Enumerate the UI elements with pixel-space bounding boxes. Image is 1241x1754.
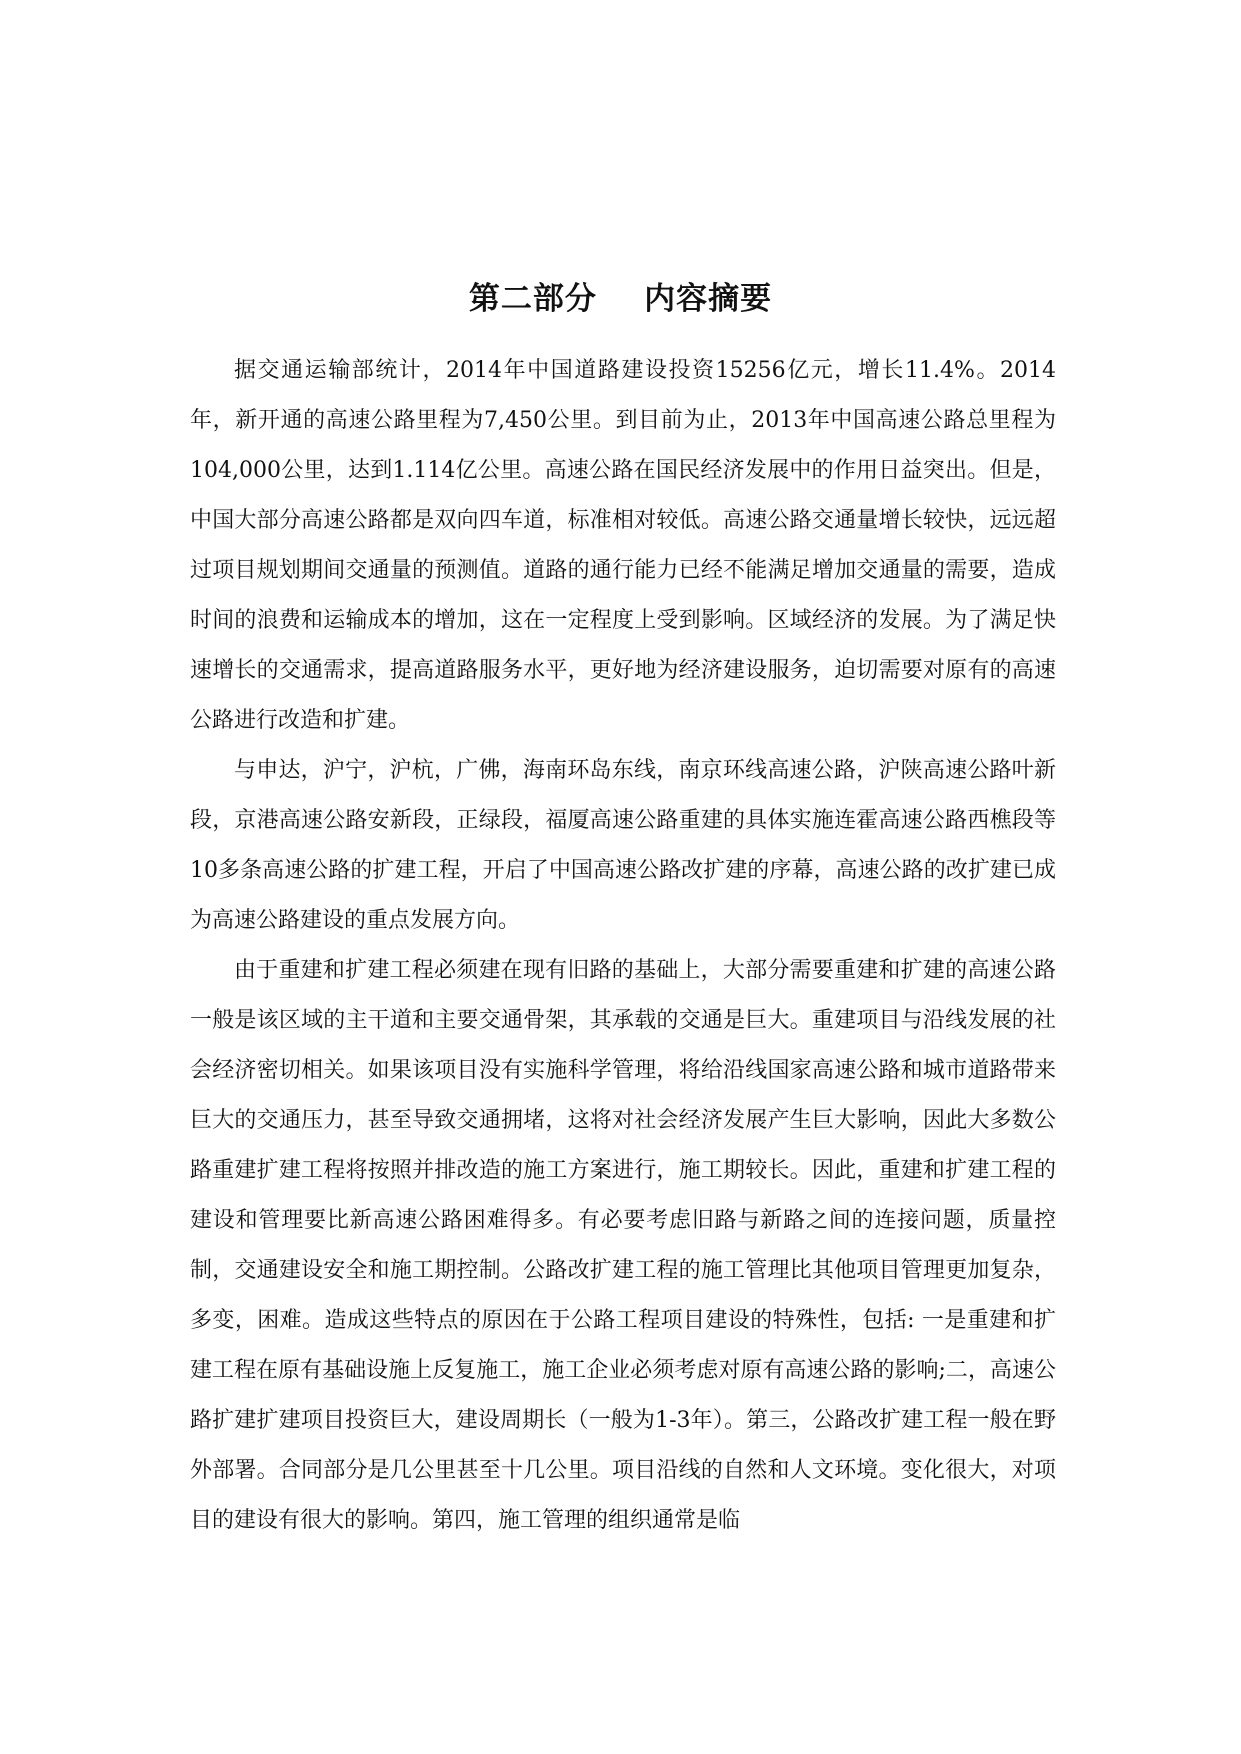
document-body bbox=[190, 346, 1056, 1546]
page-title: 第二部分 内容摘要 bbox=[468, 280, 773, 317]
paragraph-3: 由于重建和扩建工程必须建在现有旧路的基础上，大部分需要重建和扩建的高速公路一般是该区域的主干道和主要交通骨架，其承载的交通是巨大。重建项目与沿线发展的社会经济密切相关。如果该项目没有实施科学管理，将给沿线国家高速公路和城市道路带来巨大的交通压力，甚至导致交通拥堵，这将对社会经济发展产生巨大影响，因此大多数公路重建扩建工程将按照并排改造的施工方案进行，施工期较长。因此，重建和扩建工程的建设和管理要比新高速公路困难得多。有必要考虑旧路与新路之间的连接问题，质量控制，交通建设安全和施工期控制。公路改扩建工程的施工管理比其他项目管理更加复杂，多变，困难。造成这些特点的原因在于公路工程项目建设的特殊性，包括: 一是重建和扩建工程在原有基础设施上反复施工，施工企业必须考虑对原有高速公路的影响;二，高速公路扩建扩建项目投资巨大，建设周期长（一般为1-3年）。第三，公路改扩建工程一般在野外部署。合同部分是几公里甚至十几公里。项目沿线的自然和人文环境。变化很大，对项目的建设有很大的影响。第四，施工管理的组织通常是临 bbox=[190, 958, 1056, 1533]
paragraph-2: 与申达，沪宁，沪杭，广佛，海南环岛东线，南京环线高速公路，沪陕高速公路叶新段，京港高速公路安新段，正绿段，福厦高速公路重建的具体实施连霍高速公路西樵段等10多条高速公路的扩建工程，开启了中国高速公路改扩建的序幕，高速公路的改扩建已成为高速公路建设的重点发展方向。 bbox=[190, 758, 1056, 933]
paragraph-1: 据交通运输部统计，2014年中国道路建设投资15256亿元，增长11.4%。2014年，新开通的高速公路里程为7,450公里。到目前为止，2013年中国高速公路总里程为104,000公里，达到1.114亿公里。高速公路在国民经济发展中的作用日益突出。但是，中国大部分高速公路都是双向四车道，标准相对较低。高速公路交通量增长较快，远远超过项目规划期间交通量的预测值。道路的通行能力已经不能满足增加交通量的需要，造成时间的浪费和运输成本的增加，这在一定程度上受到影响。区域经济的发展。为了满足快速增长的交通需求，提高道路服务水平，更好地为经济建设服务，迫切需要对原有的高速公路进行改造和扩建。 bbox=[190, 358, 1056, 733]
